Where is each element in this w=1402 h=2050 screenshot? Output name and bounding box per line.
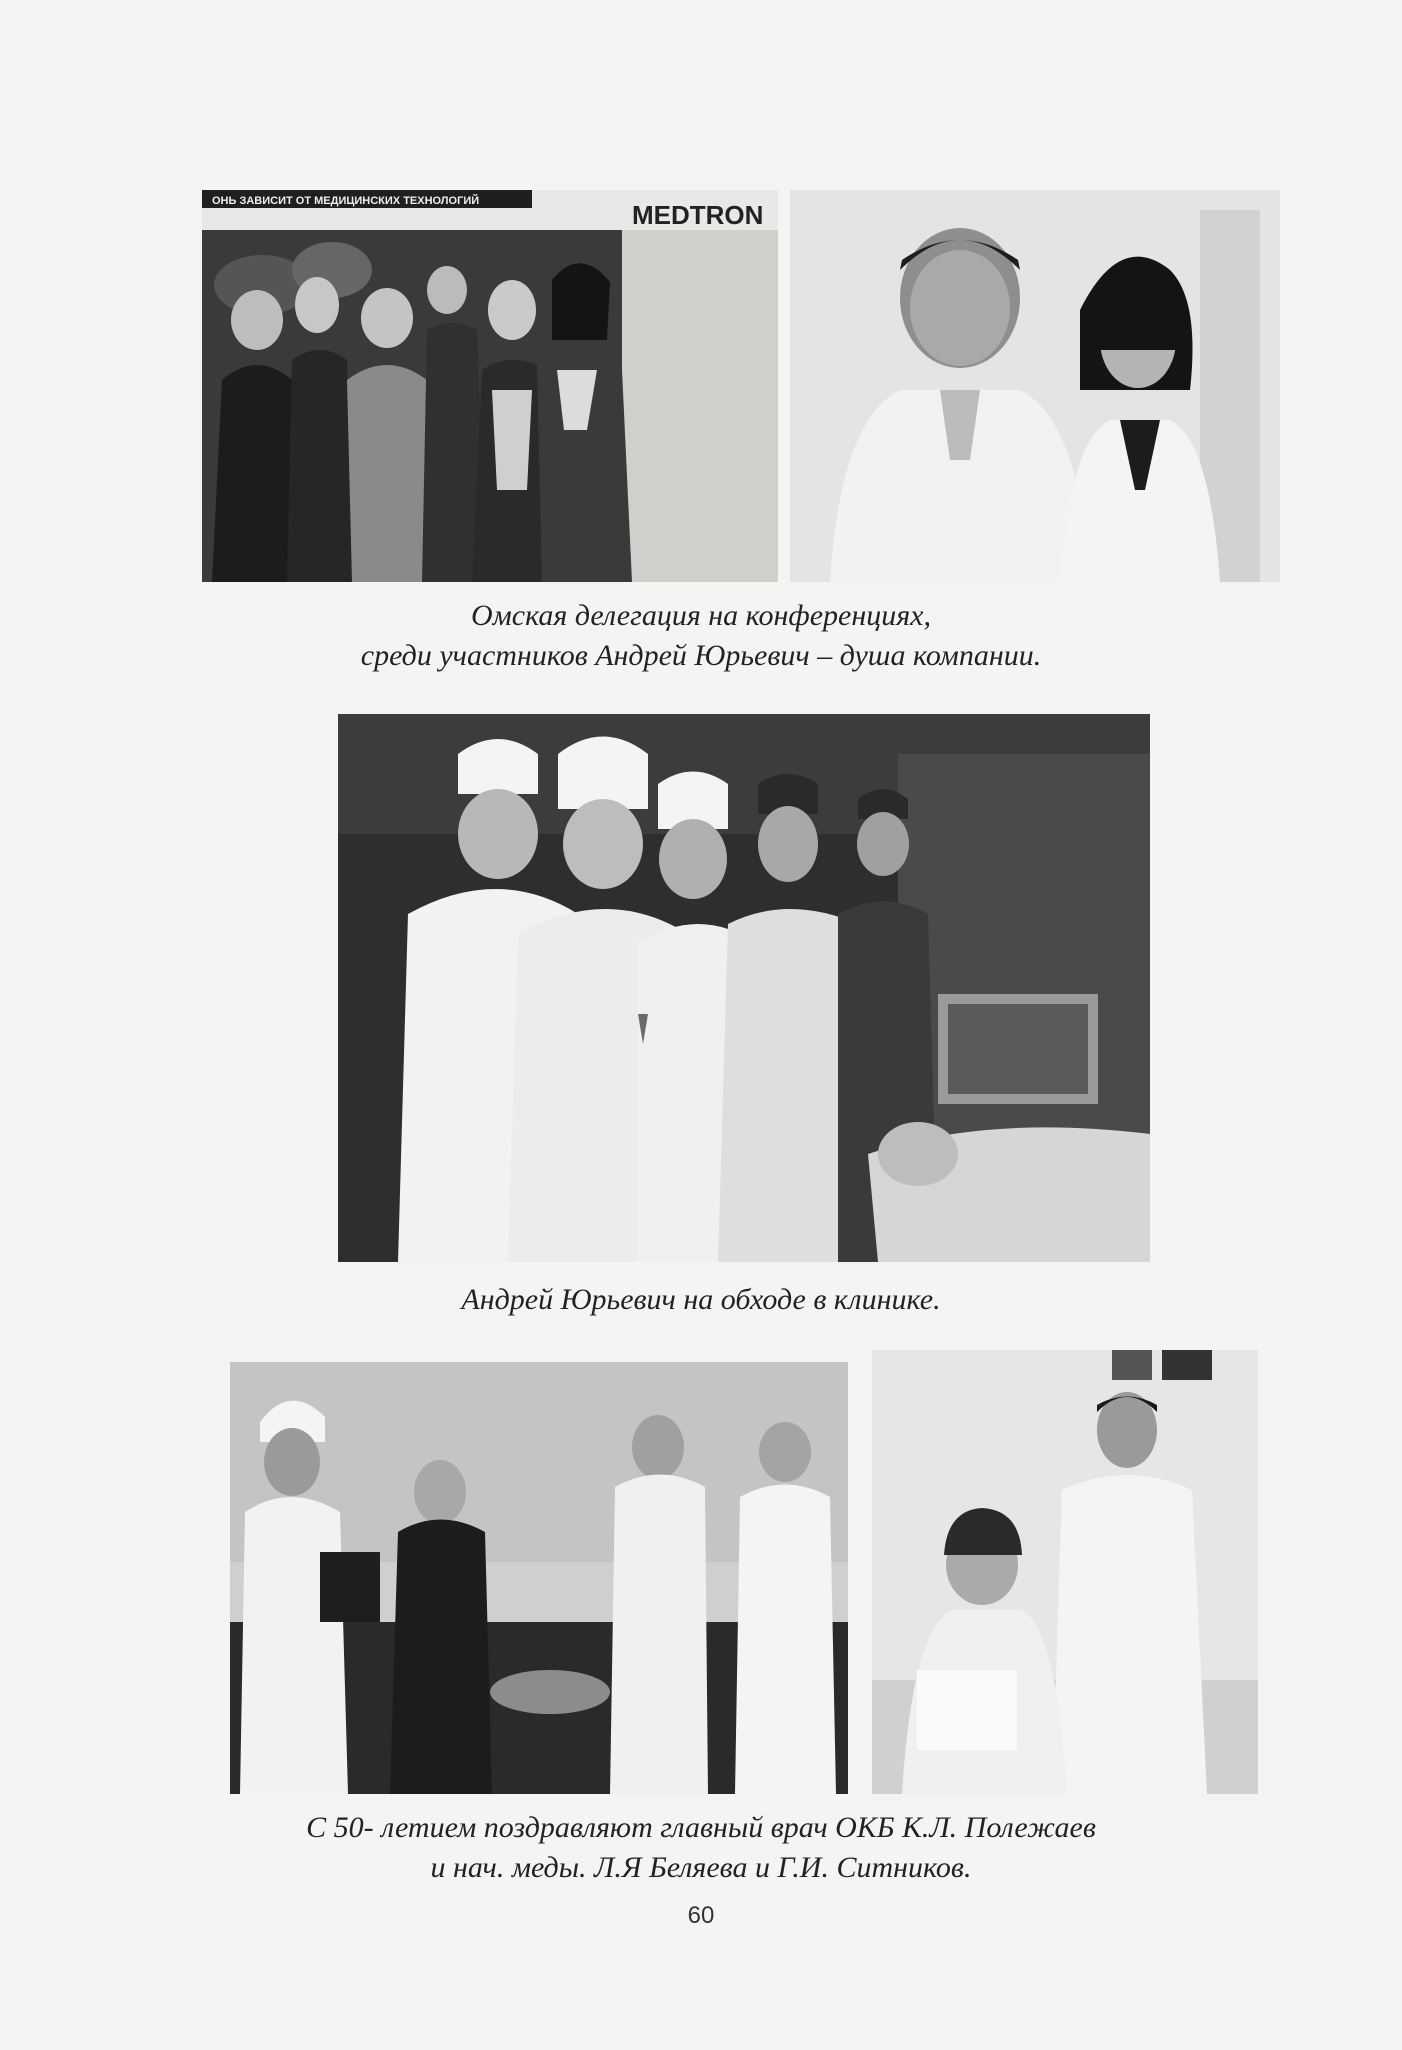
photo-anniversary-image <box>230 1362 848 1794</box>
photo-banner-text: ОНЬ ЗАВИСИТ ОТ МЕДИЦИНСКИХ ТЕХНОЛОГИЙ <box>212 195 480 207</box>
caption-clinic-rounds-line1: Андрей Юрьевич на обходе в клинике. <box>461 1283 941 1316</box>
caption-delegation <box>0 596 1402 676</box>
page-number: 60 <box>687 1902 715 1929</box>
photo-delegation-group <box>202 190 778 582</box>
photo-doctor-and-colleague <box>872 1350 1258 1794</box>
caption-anniversary-line1: С 50- летием поздравляют главный врач ОКБ К.Л. Полежаев <box>306 1811 1096 1844</box>
photo-anniversary-congratulations <box>230 1362 848 1794</box>
caption-clinic-rounds <box>0 1280 1402 1320</box>
caption-anniversary <box>0 1808 1402 1888</box>
caption-delegation-line2: среди участников Андрей Юрьевич – душа компании. <box>360 639 1042 672</box>
caption-delegation-line1: Омская делегация на конференциях, <box>471 599 931 632</box>
photo-logo-text: MEDTRON <box>632 200 764 230</box>
photo-delegation-image <box>202 190 778 582</box>
photo-clinic-rounds-image <box>338 714 1150 1262</box>
photo-two-doctors-image <box>790 190 1280 582</box>
caption-anniversary-line2: и нач. меды. Л.Я Беляева и Г.И. Ситников. <box>430 1851 972 1884</box>
photo-doctor-colleague-image <box>872 1350 1258 1794</box>
photo-two-doctors <box>790 190 1280 582</box>
photo-clinic-rounds <box>338 714 1150 1262</box>
